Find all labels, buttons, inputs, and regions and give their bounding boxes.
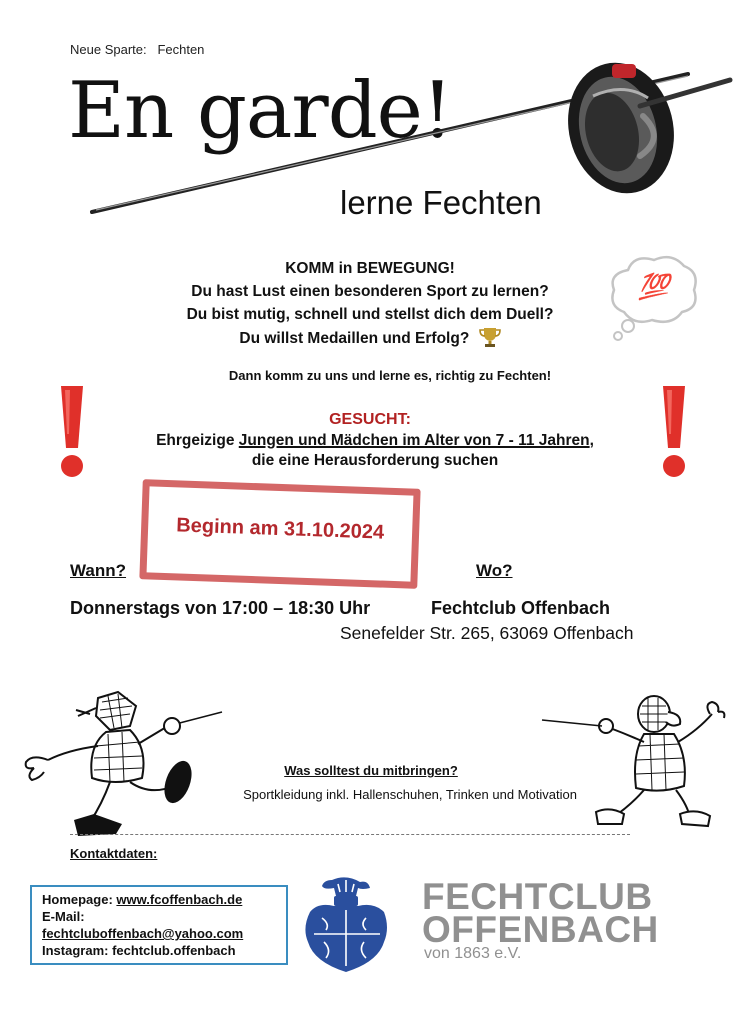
- intro-line: Du willst Medaillen und Erfolg?: [239, 330, 470, 347]
- intro-line: Du hast Lust einen besonderen Sport zu lernen?: [191, 283, 549, 300]
- headline: En garde!: [68, 66, 453, 156]
- intro-block: [120, 257, 620, 350]
- instagram-label: Instagram:: [42, 943, 113, 958]
- wanted-suffix: ,: [589, 432, 594, 449]
- homepage-row: [42, 891, 286, 908]
- fencer-cartoon-left: [18, 686, 224, 842]
- wanted-prefix: Ehrgeizige: [156, 432, 239, 449]
- club-founded: von 1863 e.V.: [424, 945, 522, 962]
- subhead: lerne Fechten: [340, 184, 542, 221]
- start-date-stamp: [139, 479, 420, 589]
- intro-line: KOMM in BEWEGUNG!: [285, 260, 455, 277]
- intro-line-with-trophy: [120, 326, 620, 350]
- instagram-row: [42, 942, 286, 959]
- wanted-text: [80, 431, 670, 471]
- intro-line: Du bist mutig, schnell und stellst dich dem Duell?: [186, 306, 554, 323]
- instagram-handle: fechtclub.offenbach: [112, 943, 236, 958]
- divider: [70, 834, 630, 835]
- club-name-line-2: OFFENBACH: [422, 909, 659, 950]
- club-crest-icon: [300, 876, 392, 974]
- email-label: E-Mail:: [42, 909, 85, 924]
- wanted-line-2: die eine Herausforderung suchen: [251, 452, 499, 469]
- wanted-target-group: Jungen und Mädchen im Alter von 7 - 11 Jahren: [238, 432, 590, 449]
- club-name: [422, 876, 659, 950]
- homepage-link[interactable]: www.fcoffenbach.de: [116, 892, 243, 907]
- sparte-label: Neue Sparte: Fechten: [70, 42, 205, 57]
- bring-heading: Was solltest du mitbringen?: [284, 763, 458, 778]
- fencer-cartoon-right: [540, 684, 728, 840]
- bring-text: Sportkleidung inkl. Hallenschuhen, Trinken und Motivation: [243, 787, 577, 802]
- thought-bubble-icon: [606, 250, 702, 344]
- start-date-text: Beginn am 31.10.2024: [175, 514, 385, 544]
- hundred-points-icon: 💯: [638, 273, 670, 301]
- venue-address: Senefelder Str. 265, 63069 Offenbach: [340, 623, 634, 643]
- when-heading: Wann?: [70, 561, 127, 580]
- email-link[interactable]: fechtcluboffenbach@yahoo.com: [42, 926, 244, 941]
- club-name-line-1: FECHTCLUB: [422, 876, 653, 917]
- trophy-icon: [479, 326, 501, 348]
- contact-heading: Kontaktdaten:: [70, 846, 158, 861]
- where-heading: Wo?: [476, 561, 513, 580]
- venue-name: Fechtclub Offenbach: [431, 598, 611, 618]
- wanted-line-1: [80, 431, 670, 451]
- contact-box: [30, 885, 288, 965]
- homepage-label: Homepage:: [42, 892, 117, 907]
- invite-text: Dann komm zu uns und lerne es, richtig zu Fechten!: [228, 368, 552, 383]
- wanted-title: GESUCHT:: [329, 411, 411, 428]
- training-time: Donnerstags von 17:00 – 18:30 Uhr: [70, 598, 371, 618]
